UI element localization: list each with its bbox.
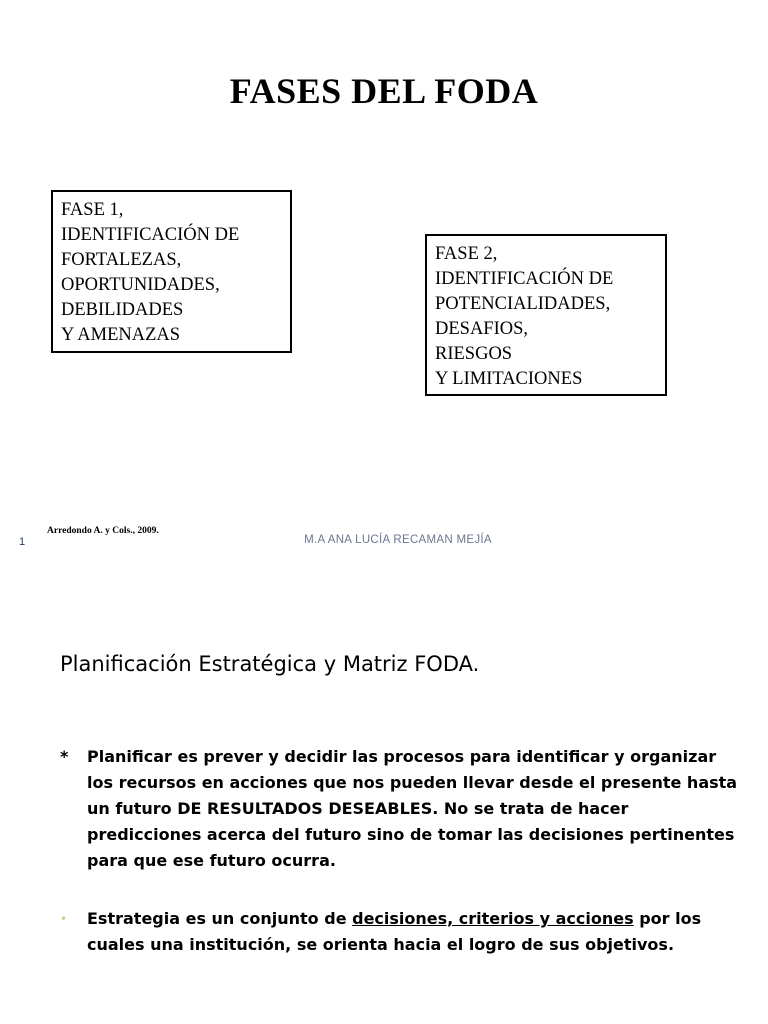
author-footer: M.A ANA LUCÍA RECAMAN MEJÍA xyxy=(304,534,492,546)
asterisk-bullet-icon: * xyxy=(60,747,69,766)
bullet-text-end: por los cuales una institución, se orienta hacia el logro de sus objetivos. xyxy=(87,909,702,954)
fase-2-line: POTENCIALIDADES, xyxy=(435,294,611,314)
citation: Arredondo A. y Cols., 2009. xyxy=(47,526,159,536)
bullet-item xyxy=(60,906,740,958)
fase-1-line: OPORTUNIDADES, xyxy=(61,275,220,295)
bullet-text: Planificar es prever y decidir las procesos para identificar y organizar los recursos en acciones que nos pueden llevar desde el presente hasta un futuro DE RESULTADOS DESEABLES. No se trata de hacer predicciones acerca del futuro sino de tomar las decisiones pertinentes para que ese futuro ocurra. xyxy=(87,747,738,870)
fase-2-line: FASE 2, xyxy=(435,244,498,264)
fase-2-line: IDENTIFICACIÓN DE xyxy=(435,269,614,289)
fase-1-box xyxy=(51,190,292,353)
slide-heading xyxy=(60,652,479,676)
fase-1-line: Y AMENAZAS xyxy=(61,325,181,345)
fase-1-line: DEBILIDADES xyxy=(61,300,184,320)
slide-number: 1 xyxy=(19,536,26,548)
bullet-item xyxy=(60,744,740,874)
fase-2-line: Y LIMITACIONES xyxy=(435,369,583,389)
heading-text: Planificación Estratégica y Matriz FODA xyxy=(60,652,473,676)
fase-1-line: FORTALEZAS, xyxy=(61,250,182,270)
dot-bullet-icon: • xyxy=(60,912,68,926)
fase-2-box xyxy=(425,234,667,396)
fase-2-line: RIESGOS xyxy=(435,344,513,364)
fase-1-line: FASE 1, xyxy=(61,200,124,220)
heading-period: . xyxy=(472,652,480,676)
slide-title: FASES DEL FODA xyxy=(229,71,539,111)
slide-2 xyxy=(0,580,768,1024)
fase-2-line: DESAFIOS, xyxy=(435,319,529,339)
underlined-phrase: decisiones, criterios y acciones xyxy=(352,909,634,928)
fase-1-line: IDENTIFICACIÓN DE xyxy=(61,225,240,245)
bullet-text xyxy=(87,906,740,958)
bullet-text-start: Estrategia es un conjunto de xyxy=(87,909,353,928)
